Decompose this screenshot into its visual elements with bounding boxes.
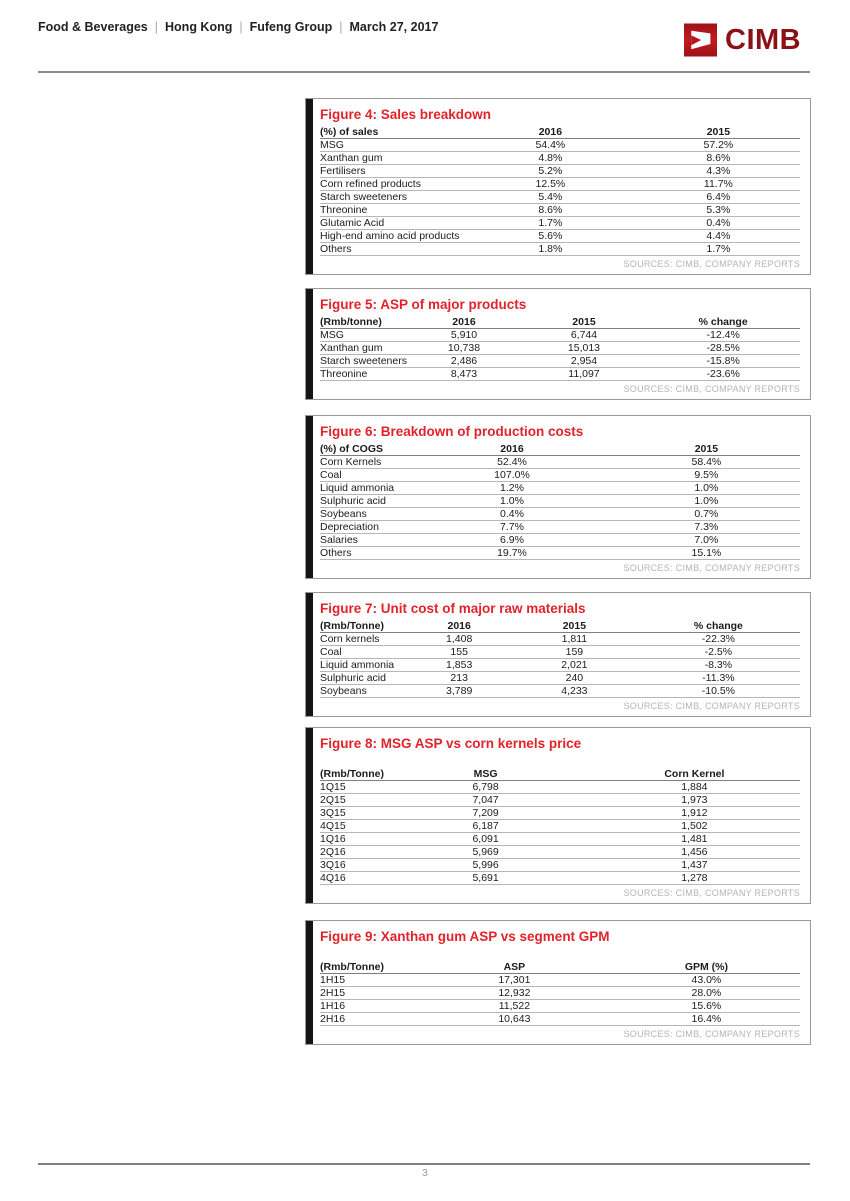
column-header: 2015 <box>637 126 800 139</box>
column-header: 2016 <box>411 443 613 456</box>
table-cell: 4.8% <box>464 152 637 165</box>
table-cell: 6,798 <box>382 781 588 794</box>
row-label: Xanthan gum <box>320 342 406 355</box>
table-cell: 6,744 <box>522 329 647 342</box>
breadcrumb-company: Fufeng Group <box>249 20 333 34</box>
table-cell: 4.4% <box>637 230 800 243</box>
figure-table <box>320 316 800 381</box>
table-cell: 1,456 <box>589 846 800 859</box>
table-row <box>320 456 800 469</box>
table-row <box>320 508 800 521</box>
table-cell: 8,473 <box>406 368 521 381</box>
table-cell: 1,481 <box>589 833 800 846</box>
row-label: Others <box>320 243 464 256</box>
table-cell: 1,502 <box>589 820 800 833</box>
row-label: Corn Kernels <box>320 456 411 469</box>
row-label: Glutamic Acid <box>320 217 464 230</box>
breadcrumb-separator: | <box>154 20 159 34</box>
cimb-logo-wordmark: CIMB <box>725 24 802 56</box>
figure-6-production-costs <box>305 415 811 579</box>
table-row <box>320 217 800 230</box>
row-label: 1Q15 <box>320 781 382 794</box>
figure-title: Figure 4: Sales breakdown <box>320 107 492 122</box>
table-cell: 8.6% <box>464 204 637 217</box>
table-cell: 107.0% <box>411 469 613 482</box>
table-header-row <box>320 443 800 456</box>
table-header-row <box>320 620 800 633</box>
table-cell: 1.7% <box>637 243 800 256</box>
row-label: 4Q16 <box>320 872 382 885</box>
row-label: Soybeans <box>320 685 406 698</box>
column-header: % change <box>646 316 800 329</box>
table-body <box>320 139 800 256</box>
row-label: 1H15 <box>320 974 416 987</box>
table-cell: 1,973 <box>589 794 800 807</box>
table-row <box>320 482 800 495</box>
table-row <box>320 1013 800 1026</box>
row-label: Liquid ammonia <box>320 659 406 672</box>
figure-title: Figure 7: Unit cost of major raw materials <box>320 601 586 616</box>
table-cell: 1.8% <box>464 243 637 256</box>
row-label: Salaries <box>320 534 411 547</box>
cimb-logo <box>684 23 801 57</box>
table-cell: 1,811 <box>512 633 637 646</box>
table-cell: 1,408 <box>406 633 512 646</box>
table-cell: 1,437 <box>589 859 800 872</box>
table-cell: 8.6% <box>637 152 800 165</box>
row-label: Fertilisers <box>320 165 464 178</box>
table-row <box>320 534 800 547</box>
row-label: Sulphuric acid <box>320 672 406 685</box>
table-cell: 15,013 <box>522 342 647 355</box>
table-cell: 1.0% <box>613 482 800 495</box>
table-body <box>320 633 800 698</box>
table-cell: 7.3% <box>613 521 800 534</box>
table-cell: 15.1% <box>613 547 800 560</box>
table-cell: 11.7% <box>637 178 800 191</box>
table-cell: 19.7% <box>411 547 613 560</box>
breadcrumb-date: March 27, 2017 <box>349 20 439 34</box>
table-cell: 0.4% <box>637 217 800 230</box>
figure-table <box>320 126 800 256</box>
table-cell: 5,691 <box>382 872 588 885</box>
column-header: (%) of COGS <box>320 443 411 456</box>
table-cell: -22.3% <box>637 633 800 646</box>
table-cell: 7,047 <box>382 794 588 807</box>
table-cell: 11,522 <box>416 1000 613 1013</box>
table-cell: 6,091 <box>382 833 588 846</box>
table-cell: 1,278 <box>589 872 800 885</box>
cimb-logo-icon <box>684 23 717 57</box>
table-cell: 10,643 <box>416 1013 613 1026</box>
table-row <box>320 659 800 672</box>
table-cell: -12.4% <box>646 329 800 342</box>
figure-title: Figure 8: MSG ASP vs corn kernels price <box>320 736 582 751</box>
table-cell: -23.6% <box>646 368 800 381</box>
table-cell: 12,932 <box>416 987 613 1000</box>
figure-table <box>320 768 800 885</box>
table-cell: 10,738 <box>406 342 521 355</box>
table-cell: 4.3% <box>637 165 800 178</box>
column-header: MSG <box>382 768 588 781</box>
table-cell: 43.0% <box>613 974 800 987</box>
table-row <box>320 368 800 381</box>
table-cell: 5,910 <box>406 329 521 342</box>
row-label: Coal <box>320 646 406 659</box>
table-cell: 5.2% <box>464 165 637 178</box>
table-cell: 54.4% <box>464 139 637 152</box>
table-cell: 12.5% <box>464 178 637 191</box>
table-cell: -15.8% <box>646 355 800 368</box>
table-row <box>320 469 800 482</box>
report-header-breadcrumb <box>38 20 438 34</box>
figure-table <box>320 961 800 1026</box>
row-label: Corn refined products <box>320 178 464 191</box>
figure-7-unit-cost-raw-materials <box>305 592 811 717</box>
column-header: (Rmb/Tonne) <box>320 620 406 633</box>
table-row <box>320 243 800 256</box>
row-label: Threonine <box>320 204 464 217</box>
table-cell: 5,969 <box>382 846 588 859</box>
table-cell: -11.3% <box>637 672 800 685</box>
table-cell: 7.7% <box>411 521 613 534</box>
sources-note: SOURCES: CIMB, COMPANY REPORTS <box>623 1029 800 1039</box>
table-row <box>320 355 800 368</box>
table-row <box>320 342 800 355</box>
breadcrumb-sector: Food & Beverages <box>38 20 148 34</box>
table-cell: 5.3% <box>637 204 800 217</box>
column-header: 2015 <box>512 620 637 633</box>
sources-note: SOURCES: CIMB, COMPANY REPORTS <box>623 259 800 269</box>
table-header-row <box>320 316 800 329</box>
table-row <box>320 987 800 1000</box>
header-divider <box>38 71 810 73</box>
table-row <box>320 178 800 191</box>
row-label: MSG <box>320 139 464 152</box>
row-label: 3Q15 <box>320 807 382 820</box>
table-cell: 0.4% <box>411 508 613 521</box>
column-header: 2016 <box>464 126 637 139</box>
table-header-row <box>320 961 800 974</box>
table-cell: 5.6% <box>464 230 637 243</box>
table-cell: 159 <box>512 646 637 659</box>
column-header: % change <box>637 620 800 633</box>
table-cell: 2,486 <box>406 355 521 368</box>
table-row <box>320 820 800 833</box>
row-label: 2H15 <box>320 987 416 1000</box>
table-cell: 28.0% <box>613 987 800 1000</box>
column-header: GPM (%) <box>613 961 800 974</box>
column-header: (%) of sales <box>320 126 464 139</box>
table-cell: -2.5% <box>637 646 800 659</box>
table-cell: -28.5% <box>646 342 800 355</box>
table-row <box>320 329 800 342</box>
row-label: Others <box>320 547 411 560</box>
figure-5-asp-major-products <box>305 288 811 400</box>
table-body <box>320 456 800 560</box>
table-header-row <box>320 126 800 139</box>
column-header: 2016 <box>406 620 512 633</box>
table-cell: 15.6% <box>613 1000 800 1013</box>
table-cell: 7.0% <box>613 534 800 547</box>
row-label: Xanthan gum <box>320 152 464 165</box>
table-cell: 6.9% <box>411 534 613 547</box>
table-cell: 9.5% <box>613 469 800 482</box>
row-label: High-end amino acid products <box>320 230 464 243</box>
row-label: Threonine <box>320 368 406 381</box>
breadcrumb-region: Hong Kong <box>165 20 233 34</box>
table-cell: 240 <box>512 672 637 685</box>
table-row <box>320 833 800 846</box>
table-cell: 1,912 <box>589 807 800 820</box>
figure-title: Figure 6: Breakdown of production costs <box>320 424 584 439</box>
row-label: Liquid ammonia <box>320 482 411 495</box>
column-header: 2016 <box>406 316 521 329</box>
table-cell: 1.0% <box>411 495 613 508</box>
row-label: 2Q16 <box>320 846 382 859</box>
column-header: (Rmb/Tonne) <box>320 961 416 974</box>
row-label: Starch sweeteners <box>320 355 407 367</box>
table-cell: 5.4% <box>464 191 637 204</box>
row-label: 3Q16 <box>320 859 382 872</box>
row-label: Corn kernels <box>320 633 406 646</box>
column-header: 2015 <box>613 443 800 456</box>
table-cell: 1.7% <box>464 217 637 230</box>
row-label: 2H16 <box>320 1013 416 1026</box>
table-row <box>320 685 800 698</box>
breadcrumb-separator: | <box>339 20 343 34</box>
column-header: 2015 <box>522 316 647 329</box>
figure-9-xanthan-asp-vs-gpm <box>305 920 811 1045</box>
table-row <box>320 521 800 534</box>
table-row <box>320 781 800 794</box>
table-row <box>320 859 800 872</box>
table-row <box>320 846 800 859</box>
row-label: Coal <box>320 469 411 482</box>
row-label: 4Q15 <box>320 820 382 833</box>
table-cell: 1.2% <box>411 482 613 495</box>
table-cell: 6,187 <box>382 820 588 833</box>
table-cell: 2,021 <box>512 659 637 672</box>
breadcrumb-separator: | <box>239 20 243 34</box>
sources-note: SOURCES: CIMB, COMPANY REPORTS <box>623 563 800 573</box>
table-cell: 5,996 <box>382 859 588 872</box>
table-row <box>320 974 800 987</box>
figure-table <box>320 443 800 560</box>
table-body <box>320 329 800 381</box>
table-row <box>320 794 800 807</box>
table-row <box>320 139 800 152</box>
column-header: ASP <box>416 961 613 974</box>
table-row <box>320 152 800 165</box>
row-label: MSG <box>320 329 406 342</box>
figure-title: Figure 5: ASP of major products <box>320 297 527 312</box>
row-label: Soybeans <box>320 508 411 521</box>
page-number: 3 <box>422 1168 428 1179</box>
row-label: Starch sweeteners <box>320 191 464 204</box>
table-cell: 17,301 <box>416 974 613 987</box>
table-body <box>320 781 800 885</box>
table-row <box>320 495 800 508</box>
table-cell: 155 <box>406 646 512 659</box>
table-cell: 213 <box>406 672 512 685</box>
table-row <box>320 872 800 885</box>
table-cell: 1.0% <box>613 495 800 508</box>
table-cell: 7,209 <box>382 807 588 820</box>
sources-note: SOURCES: CIMB, COMPANY REPORTS <box>623 701 800 711</box>
table-body <box>320 974 800 1026</box>
table-cell: 3,789 <box>406 685 512 698</box>
row-label: Depreciation <box>320 521 411 534</box>
table-cell: 1,853 <box>406 659 512 672</box>
table-row <box>320 807 800 820</box>
table-cell: 58.4% <box>613 456 800 469</box>
column-header: (Rmb/tonne) <box>320 316 406 329</box>
table-row <box>320 633 800 646</box>
table-cell: 11,097 <box>522 368 647 381</box>
table-row <box>320 672 800 685</box>
table-row <box>320 230 800 243</box>
table-cell: 1,884 <box>589 781 800 794</box>
row-label: 2Q15 <box>320 794 382 807</box>
table-cell: 52.4% <box>411 456 613 469</box>
column-header: Corn Kernel <box>589 768 800 781</box>
table-row <box>320 191 800 204</box>
figure-table <box>320 620 800 698</box>
figure-8-msg-asp-vs-corn-kernels <box>305 727 811 904</box>
table-cell: -10.5% <box>637 685 800 698</box>
footer-divider <box>38 1163 810 1165</box>
row-label: 1H16 <box>320 1000 416 1013</box>
column-header: (Rmb/Tonne) <box>320 768 384 780</box>
table-row <box>320 646 800 659</box>
table-cell: 57.2% <box>637 139 800 152</box>
table-row <box>320 165 800 178</box>
table-header-row <box>320 768 800 781</box>
table-cell: -8.3% <box>637 659 800 672</box>
row-label: Sulphuric acid <box>320 495 411 508</box>
figure-4-sales-breakdown <box>305 98 811 275</box>
table-cell: 4,233 <box>512 685 637 698</box>
table-row <box>320 1000 800 1013</box>
table-cell: 16.4% <box>613 1013 800 1026</box>
table-cell: 6.4% <box>637 191 800 204</box>
figure-title: Figure 9: Xanthan gum ASP vs segment GPM <box>320 929 610 944</box>
table-cell: 2,954 <box>522 355 647 368</box>
table-cell: 0.7% <box>613 508 800 521</box>
row-label: 1Q16 <box>320 833 382 846</box>
sources-note: SOURCES: CIMB, COMPANY REPORTS <box>623 384 800 394</box>
sources-note: SOURCES: CIMB, COMPANY REPORTS <box>623 888 800 898</box>
table-row <box>320 204 800 217</box>
table-row <box>320 547 800 560</box>
